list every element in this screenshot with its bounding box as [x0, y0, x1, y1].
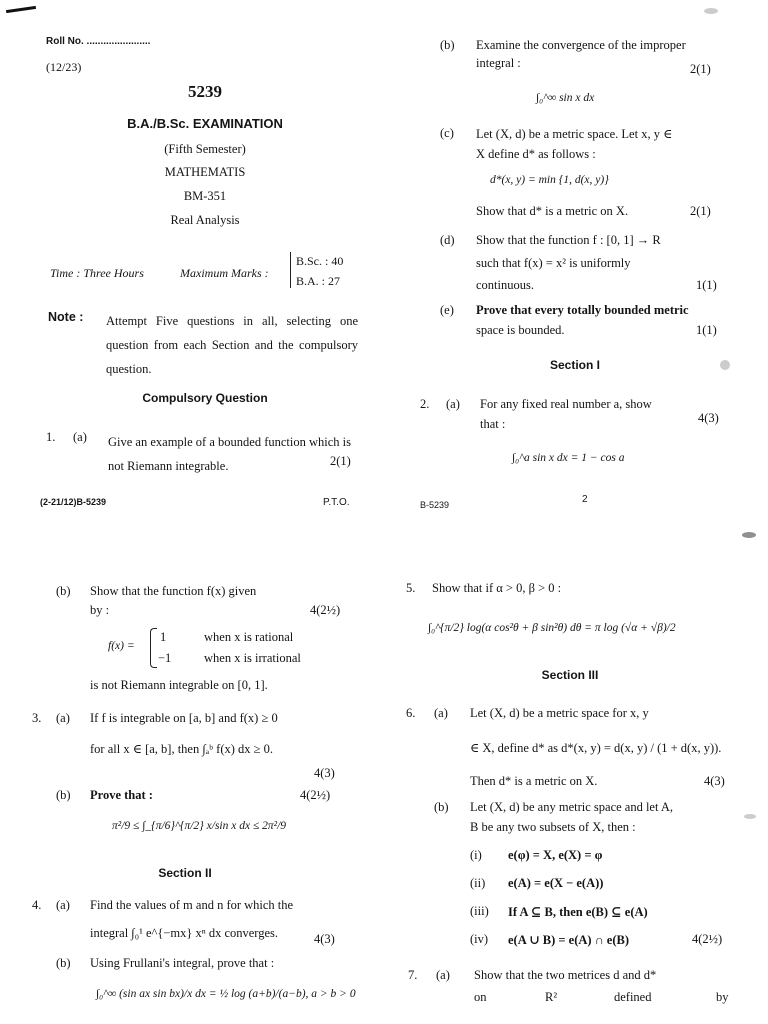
q4b-formula: ∫₀^∞ (sin ax sin bx)/x dx = ½ log (a+b)/(a−b), a > b > 0	[96, 988, 356, 1000]
q7a-on: on	[474, 990, 487, 1004]
q4-number: 4.	[32, 898, 42, 912]
q1e-text-1: Prove that every totally bounded metric	[476, 303, 689, 317]
q3b-formula: π²/9 ≤ ∫_{π/6}^{π/2} x/sin x dx ≤ 2π²/9	[112, 820, 287, 832]
q3b-marks: 4(2½)	[300, 788, 331, 802]
q6b-text-2: B be any two subsets of X, then :	[470, 820, 636, 834]
q2a-marks: 4(3)	[698, 411, 719, 425]
q1b-text-1: Examine the convergence of the improper	[476, 38, 686, 52]
q2b-part: (b)	[56, 584, 71, 598]
piecewise-brace	[150, 628, 157, 668]
q1c-text-1: Let (X, d) be a metric space. Let x, y ∈	[476, 127, 673, 141]
q6b-iii-number: (iii)	[470, 904, 489, 918]
q6b-iii-text: If A ⊆ B, then e(B) ⊆ e(A)	[508, 905, 648, 919]
q1d-text-1: Show that the function f : [0, 1] → R	[476, 233, 661, 247]
case-2-value: −1	[158, 651, 172, 665]
q6a-text-2: ∈ X, define d* as d*(x, y) = d(x, y) / (1 + d(x, y)).	[470, 741, 722, 755]
q2b-text-2: by :	[90, 603, 110, 617]
q7a-by: by	[716, 990, 729, 1004]
q1a-part: (a)	[73, 430, 87, 444]
q1b-formula: ∫₀^∞ sin x dx	[536, 92, 595, 104]
q2b-text-1: Show that the function f(x) given	[90, 584, 257, 598]
paper-title: Real Analysis	[170, 213, 240, 227]
time-label: Time : Three Hours	[50, 266, 144, 280]
q1c-text-2: X define d* as follows :	[476, 147, 596, 161]
q6b-i-number: (i)	[470, 848, 482, 862]
max-marks-label: Maximum Marks :	[180, 266, 269, 280]
q3a-marks: 4(3)	[314, 766, 335, 780]
scan-speck	[744, 814, 756, 819]
page1-footer-code: (2-21/12)B-5239	[40, 497, 107, 507]
q6b-i-text: e(φ) = X, e(X) = φ	[508, 848, 603, 862]
q5-formula: ∫₀^{π/2} log(α cos²θ + β sin²θ) dθ = π log (√α + √β)/2	[428, 622, 676, 634]
q1c-marks: 2(1)	[690, 204, 711, 218]
q4b-text-1: Using Frullani's integral, prove that :	[90, 956, 275, 970]
q4a-text-1: Find the values of m and n for which the	[90, 898, 294, 912]
exam-title: B.A./B.Sc. EXAMINATION	[127, 116, 283, 131]
q6b-ii-number: (ii)	[470, 876, 486, 890]
q1d-text-2: such that f(x) = x² is uniformly	[476, 256, 631, 270]
course-code: BM-351	[183, 189, 227, 203]
q3b-text: Prove that :	[90, 788, 153, 802]
q3-number: 3.	[32, 711, 42, 725]
q6-number: 6.	[406, 706, 416, 720]
q6a-text-3: Then d* is a metric on X.	[470, 774, 598, 788]
q2a-formula: ∫₀^a sin x dx = 1 − cos a	[512, 452, 625, 464]
marks-brace	[290, 252, 291, 288]
q2a-part: (a)	[446, 397, 460, 411]
q6b-part: (b)	[434, 800, 449, 814]
corner-mark	[6, 6, 36, 13]
q6b-iv-number: (iv)	[470, 932, 489, 946]
q2-number: 2.	[420, 397, 430, 411]
paper-number: 5239	[188, 82, 222, 101]
q1b-marks: 2(1)	[690, 62, 711, 76]
q4a-part: (a)	[56, 898, 70, 912]
q3a-text-2: for all x ∈ [a, b], then ∫ₐᵇ f(x) dx ≥ 0.	[90, 742, 274, 756]
q1e-part: (e)	[440, 303, 454, 317]
q4a-marks: 4(3)	[314, 932, 335, 946]
q1a-text: Give an example of a bounded function which is not Riemann integrable.	[108, 435, 351, 473]
semester: (Fifth Semester)	[164, 142, 246, 156]
q1c-formula: d*(x, y) = min {1, d(x, y)}	[490, 174, 609, 186]
q1e-text-2: space is bounded.	[476, 323, 565, 337]
q6b-ii-text: e(A) = e(X − e(A))	[508, 876, 604, 890]
roll-no: Roll No. .......................	[46, 36, 151, 47]
case-1-value: 1	[160, 630, 167, 644]
section-2-heading: Section II	[158, 866, 212, 880]
q7a-part: (a)	[436, 968, 450, 982]
q1e-marks: 1(1)	[696, 323, 717, 337]
page1-footer-pto: P.T.O.	[323, 497, 350, 508]
q3a-part: (a)	[56, 711, 70, 725]
compulsory-heading: Compulsory Question	[142, 391, 268, 405]
q4b-part: (b)	[56, 956, 71, 970]
note-label: Note :	[48, 310, 84, 324]
scan-speck	[720, 360, 730, 370]
q6b-iv-text: e(A ∪ B) = e(A) ∩ e(B)	[508, 933, 629, 947]
page2-footer-code: B-5239	[420, 500, 450, 510]
q2a-text-2: that :	[480, 417, 506, 431]
q2a-text-1: For any fixed real number a, show	[480, 397, 652, 411]
q1c-part: (c)	[440, 126, 454, 140]
subject: MATHEMATIS	[164, 165, 246, 179]
piecewise-lhs: f(x) =	[108, 640, 135, 652]
q6b-text-1: Let (X, d) be any metric space and let A,	[470, 800, 674, 814]
marks-bsc: B.Sc. : 40	[296, 254, 344, 268]
page2-footer-page: 2	[582, 494, 588, 505]
q2b-text-3: is not Riemann integrable on [0, 1].	[90, 678, 268, 692]
q7a-text-1: Show that the two metrices d and d*	[474, 968, 657, 982]
q6a-text-1: Let (X, d) be a metric space for x, y	[470, 706, 649, 720]
q6b-marks: 4(2½)	[692, 932, 723, 946]
paper-code-small: (12/23)	[46, 60, 82, 74]
scan-speck	[704, 8, 718, 14]
q1c-text-3: Show that d* is a metric on X.	[476, 204, 629, 218]
q4a-text-2: integral ∫₀¹ e^{−mx} xⁿ dx converges.	[90, 926, 279, 940]
scan-speck	[742, 532, 756, 538]
q5-text: Show that if α > 0, β > 0 :	[432, 581, 562, 595]
q1b-text-2: integral :	[476, 56, 521, 70]
note-text: Attempt Five questions in all, selecting one question from each Section and the compulsory question.	[106, 314, 358, 376]
q1d-marks: 1(1)	[696, 278, 717, 292]
section-1-heading: Section I	[549, 358, 600, 372]
q3b-part: (b)	[56, 788, 71, 802]
q1b-part: (b)	[440, 38, 455, 52]
section-3-heading: Section III	[541, 668, 599, 682]
q3a-text-1: If f is integrable on [a, b] and f(x) ≥ 0	[90, 711, 278, 725]
q6a-marks: 4(3)	[704, 774, 725, 788]
q1d-part: (d)	[440, 233, 455, 247]
q1d-text-3: continuous.	[476, 278, 534, 292]
marks-ba: B.A. : 27	[296, 274, 341, 288]
case-1-condition: when x is rational	[204, 630, 294, 644]
q6a-part: (a)	[434, 706, 448, 720]
q5-number: 5.	[406, 581, 416, 595]
q1a-marks: 2(1)	[330, 454, 351, 468]
q7-number: 7.	[408, 968, 418, 982]
case-2-condition: when x is irrational	[204, 651, 301, 665]
q7a-defined: defined	[614, 990, 652, 1004]
q2b-marks: 4(2½)	[310, 603, 341, 617]
q7a-r2: R²	[545, 990, 558, 1004]
q1-number: 1.	[46, 430, 56, 444]
